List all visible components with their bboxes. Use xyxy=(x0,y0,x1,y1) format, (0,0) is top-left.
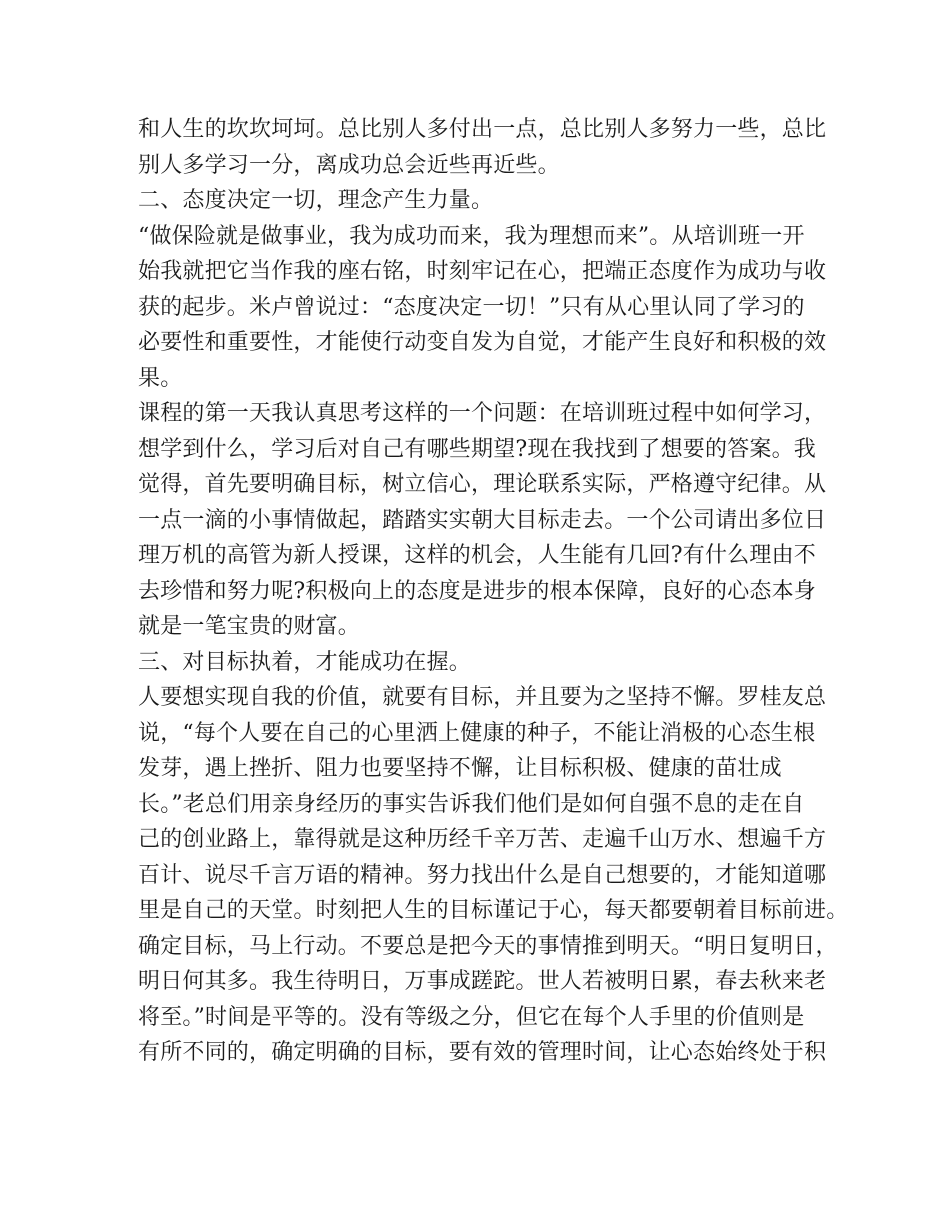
text-line: 理万机的高管为新人授课，这样的机会，人生能有几回?有什么理由不 xyxy=(138,543,816,568)
text-line: 获的起步。米卢曾说过：“态度决定一切！”只有从心里认同了学习的 xyxy=(138,294,805,320)
text-line: 人要想实现自我的价值，就要有目标，并且要为之坚持不懈。罗桂友总 xyxy=(138,685,827,710)
body-text xyxy=(138,112,849,1071)
text-line: 想学到什么，学习后对自己有哪些期望?现在我找到了想要的答案。我 xyxy=(138,436,816,462)
text-line: 别人多学习一分，离成功总会近些再近些。 xyxy=(138,152,560,178)
text-line: 长。”老总们用亲身经历的事实告诉我们他们是如何自强不息的走在自 xyxy=(138,791,805,817)
text-line: 就是一笔宝贵的财富。 xyxy=(138,614,361,639)
text-line: 觉得，首先要明确目标，树立信心，理论联系实际，严格遵守纪律。从 xyxy=(138,472,827,497)
text-line: 有所不同的，确定明确的目标，要有效的管理时间，让心态始终处于积 xyxy=(138,1040,827,1065)
text-line: 确定目标，马上行动。不要总是把今天的事情推到明天。“明日复明日， xyxy=(138,933,838,959)
text-line: 发芽，遇上挫折、阻力也要坚持不懈，让目标积极、健康的苗壮成 xyxy=(138,756,782,781)
text-line: 课程的第一天我认真思考这样的一个问题：在培训班过程中如何学习， xyxy=(138,401,827,426)
text-line: 必要性和重要性，才能使行动变自发为自觉，才能产生良好和积极的效 xyxy=(138,330,827,355)
text-line: 将至。”时间是平等的。没有等级之分，但它在每个人手里的价值则是 xyxy=(138,1004,805,1030)
text-line: 百计、说尽千言万语的精神。努力找出什么是自己想要的，才能知道哪 xyxy=(138,862,827,888)
text-line: 里是自己的天堂。时刻把人生的目标谨记于心，每天都要朝着目标前进。 xyxy=(138,898,849,923)
section-heading: 二、态度决定一切，理念产生力量。 xyxy=(138,188,494,213)
text-line: 说，“每个人要在自己的心里洒上健康的种子，不能让消极的心态生根 xyxy=(138,720,816,746)
text-line: 去珍惜和努力呢?积极向上的态度是进步的根本保障，良好的心态本身 xyxy=(138,578,816,604)
text-line: 己的创业路上，靠得就是这种历经千辛万苦、走遍千山万水、想遍千方 xyxy=(138,827,827,852)
text-line: 果。 xyxy=(138,365,183,391)
text-line: 明日何其多。我生待明日，万事成蹉跎。世人若被明日累，春去秋来老 xyxy=(138,969,827,994)
text-line: 一点一滴的小事情做起，踏踏实实朝大目标走去。一个公司请出多位日 xyxy=(138,507,827,533)
text-line: 始我就把它当作我的座右铭，时刻牢记在心，把端正态度作为成功与收 xyxy=(138,259,827,284)
text-line: 和人生的坎坎坷坷。总比别人多付出一点，总比别人多努力一些，总比 xyxy=(138,117,827,142)
section-heading: 三、对目标执着，才能成功在握。 xyxy=(138,649,472,675)
text-line: “做保险就是做事业，我为成功而来，我为理想而来”。从培训班一开 xyxy=(138,223,805,249)
